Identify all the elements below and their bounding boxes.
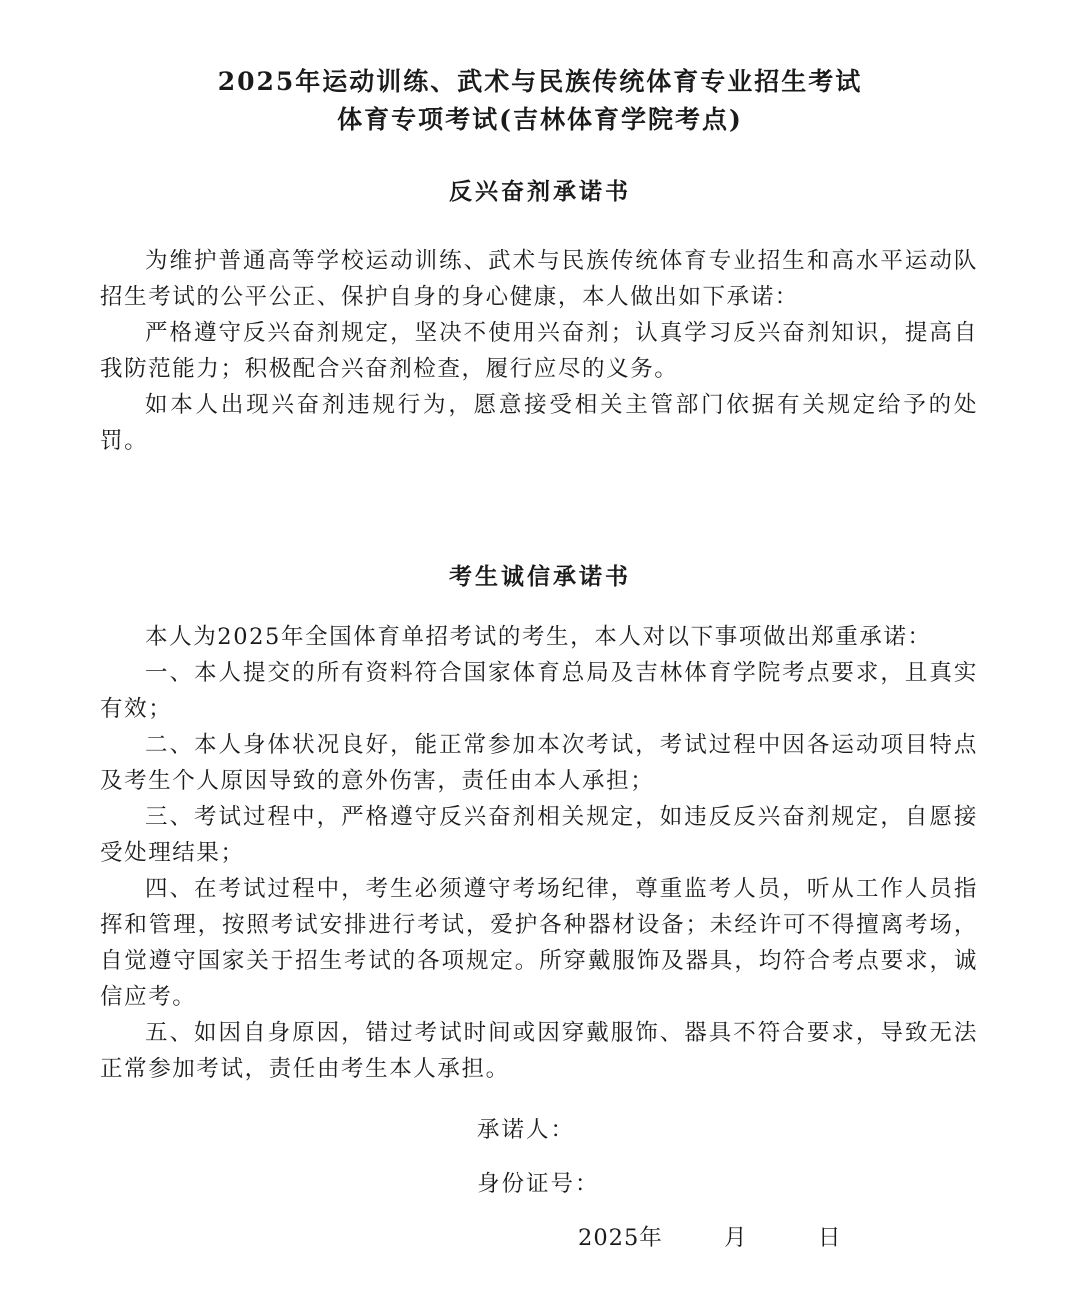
integrity-paragraph: 一、本人提交的所有资料符合国家体育总局及吉林体育学院考点要求，且真实有效；	[100, 660, 978, 722]
anti-doping-pledge-title: 反兴奋剂承诺书	[449, 178, 631, 205]
date-month: 月	[724, 1225, 748, 1251]
integrity-paragraph: 二、本人身体状况良好，能正常参加本次考试，考试过程中因各运动项目特点及考生个人原因导致的意外伤害，责任由本人承担；	[100, 732, 978, 794]
date-year: 2025年	[578, 1225, 663, 1251]
integrity-paragraph: 三、考试过程中，严格遵守反兴奋剂相关规定，如违反反兴奋剂规定，自愿接受处理结果；	[100, 804, 978, 866]
anti-doping-paragraph: 严格遵守反兴奋剂规定，坚决不使用兴奋剂；认真学习反兴奋剂知识，提高自我防范能力；积极配合兴奋剂检查，履行应尽的义务。	[100, 320, 978, 382]
integrity-paragraph: 四、在考试过程中，考生必须遵守考场纪律，尊重监考人员，听从工作人员指挥和管理，按照考试安排进行考试，爱护各种器材设备；未经许可不得擅离考场，自觉遵守国家关于招生考试的各项规定。所穿戴服饰及器具，均符合考点要求，诚信应考。	[100, 876, 978, 1010]
id-number-label: 身份证号：	[477, 1171, 600, 1197]
document-heading-line-2: 体育专项考试(吉林体育学院考点)	[337, 105, 743, 134]
promiser-label: 承诺人：	[477, 1117, 576, 1143]
date-day: 日	[818, 1225, 842, 1251]
integrity-paragraph: 本人为2025年全国体育单招考试的考生，本人对以下事项做出郑重承诺：	[145, 624, 932, 650]
integrity-paragraph: 五、如因自身原因，错过考试时间或因穿戴服饰、器具不符合要求，导致无法正常参加考试，责任由考生本人承担。	[100, 1020, 978, 1082]
document-heading-line-1: 2025年运动训练、武术与民族传统体育专业招生考试	[217, 67, 863, 96]
integrity-pledge-body	[100, 619, 978, 1087]
integrity-pledge-title: 考生诚信承诺书	[449, 563, 631, 590]
anti-doping-paragraph: 如本人出现兴奋剂违规行为，愿意接受相关主管部门依据有关规定给予的处罚。	[100, 392, 978, 454]
anti-doping-paragraph: 为维护普通高等学校运动训练、武术与民族传统体育专业招生和高水平运动队招生考试的公平公正、保护自身的身心健康，本人做出如下承诺：	[100, 248, 978, 310]
anti-doping-pledge-body	[100, 243, 978, 459]
